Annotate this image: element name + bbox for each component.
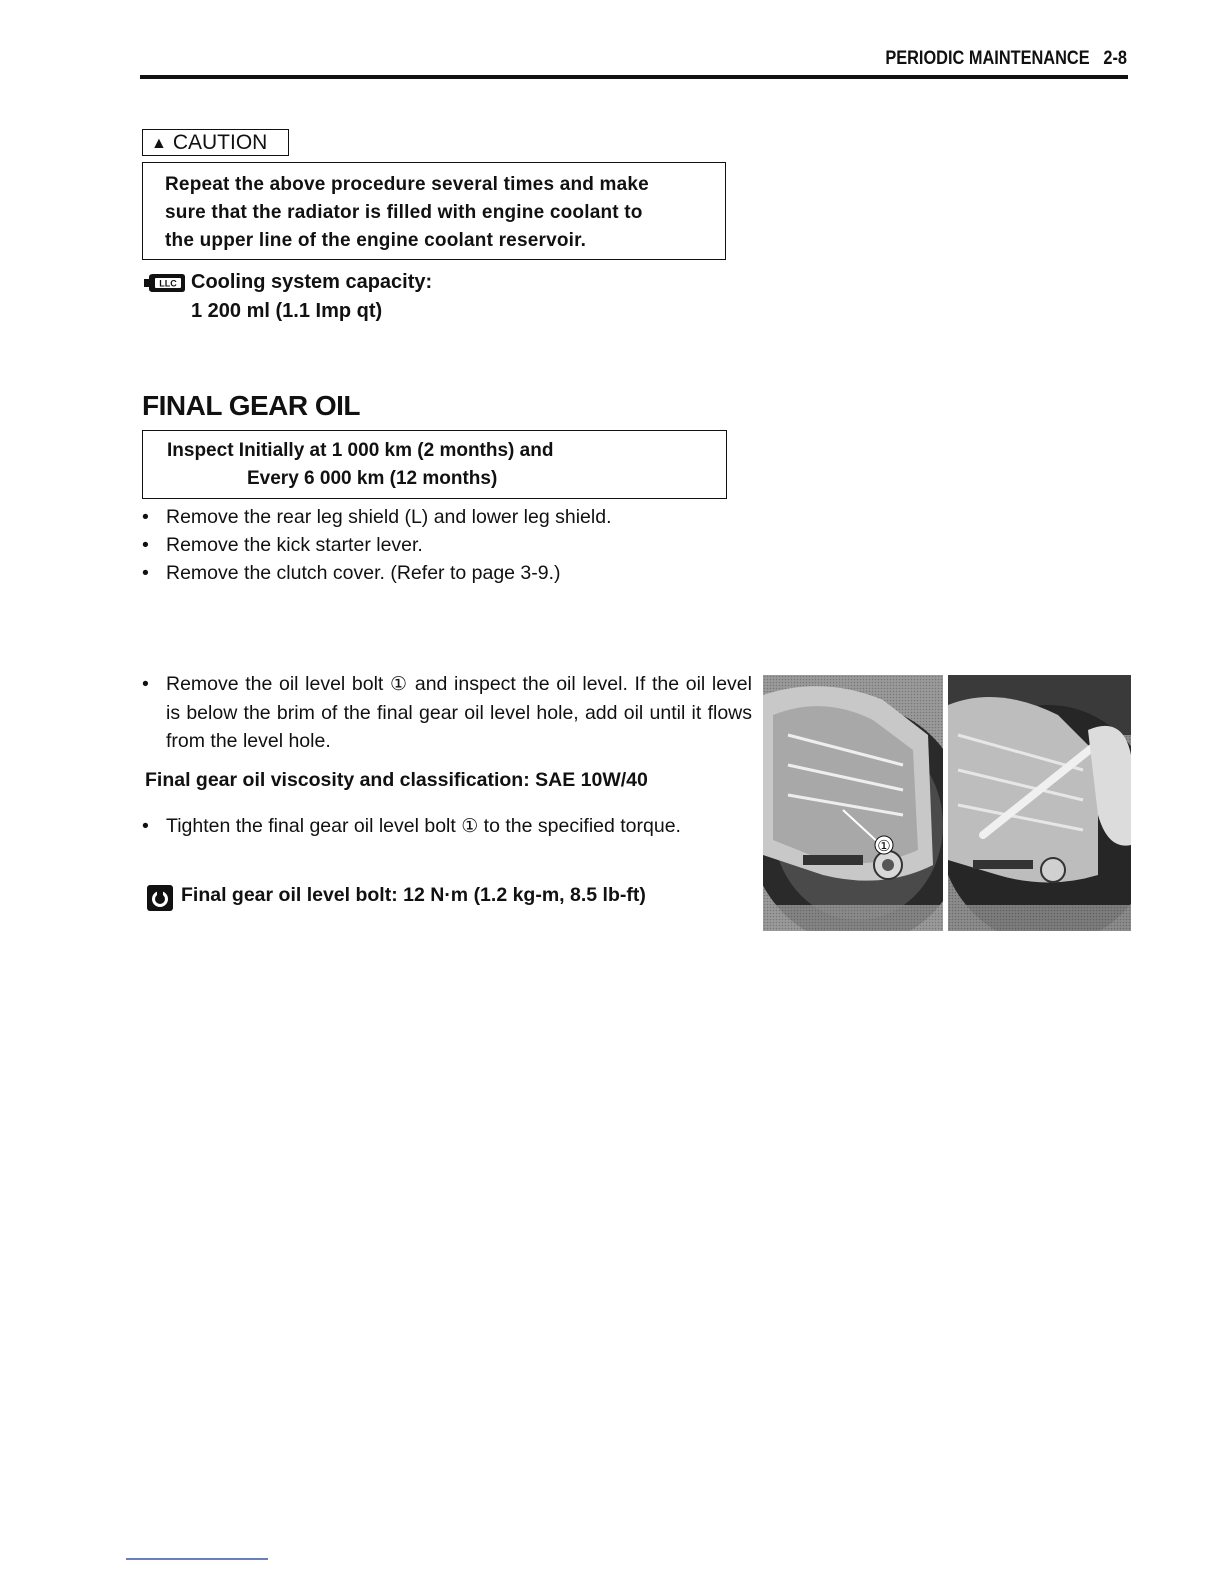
step-text: and inspect the oil level. If the oil level is below the brim of the final gear oil level hole, add oil until it flows from the level hole. xyxy=(166,673,752,752)
step-remove-kick-starter: • Remove the kick starter lever. xyxy=(142,531,423,559)
section-title: FINAL GEAR OIL xyxy=(142,390,361,421)
warning-triangle-icon: ▲ xyxy=(151,135,167,152)
footnote-rule xyxy=(126,1558,268,1560)
header-section-title: PERIODIC MAINTENANCE xyxy=(885,48,1090,69)
callout-number: ① xyxy=(389,674,409,695)
step-inspect-oil-level xyxy=(142,670,752,755)
cooling-capacity-label: Cooling system capacity: xyxy=(191,271,433,293)
page-header xyxy=(885,48,1127,70)
page-number: 2-8 xyxy=(1103,48,1127,69)
llc-icon-text: LLC xyxy=(159,278,177,289)
step-text: Remove the oil level bolt xyxy=(166,673,390,695)
step-text: Tighten the final gear oil level bolt xyxy=(166,815,462,837)
torque-wrench-icon xyxy=(146,884,174,912)
inspection-interval-box xyxy=(142,430,727,499)
interval-line-2: Every 6 000 km (12 months) xyxy=(247,468,498,489)
step-remove-leg-shield: • Remove the rear leg shield (L) and lower leg shield. xyxy=(142,503,611,531)
torque-spec: Final gear oil level bolt: 12 N·m (1.2 kg-m, 8.5 lb-ft) xyxy=(181,884,646,906)
photo-oil-level-bolt xyxy=(763,675,943,931)
cooling-capacity-value: 1 200 ml (1.1 Imp qt) xyxy=(191,300,383,322)
photo-adding-oil xyxy=(948,675,1131,931)
step-tighten-bolt xyxy=(142,812,752,841)
interval-line-1: Inspect Initially at 1 000 km (2 months) and xyxy=(167,440,554,461)
caution-label-text: CAUTION xyxy=(172,131,268,154)
photo-callout: ① xyxy=(877,837,891,855)
caution-box xyxy=(142,162,726,260)
caution-label xyxy=(142,129,289,156)
coolant-llc-icon xyxy=(144,273,186,293)
caution-line: the upper line of the engine coolant reservoir. xyxy=(165,230,587,251)
step-remove-clutch-cover: • Remove the clutch cover. (Refer to page 3-9.) xyxy=(142,559,561,587)
step-text: to the specified torque. xyxy=(478,815,681,837)
oil-viscosity-spec: Final gear oil viscosity and classification: SAE 10W/40 xyxy=(145,769,648,791)
caution-line: Repeat the above procedure several times and make xyxy=(165,174,649,195)
caution-line: sure that the radiator is filled with engine coolant to xyxy=(165,202,643,223)
callout-number: ① xyxy=(461,816,479,837)
header-rule xyxy=(140,75,1128,79)
